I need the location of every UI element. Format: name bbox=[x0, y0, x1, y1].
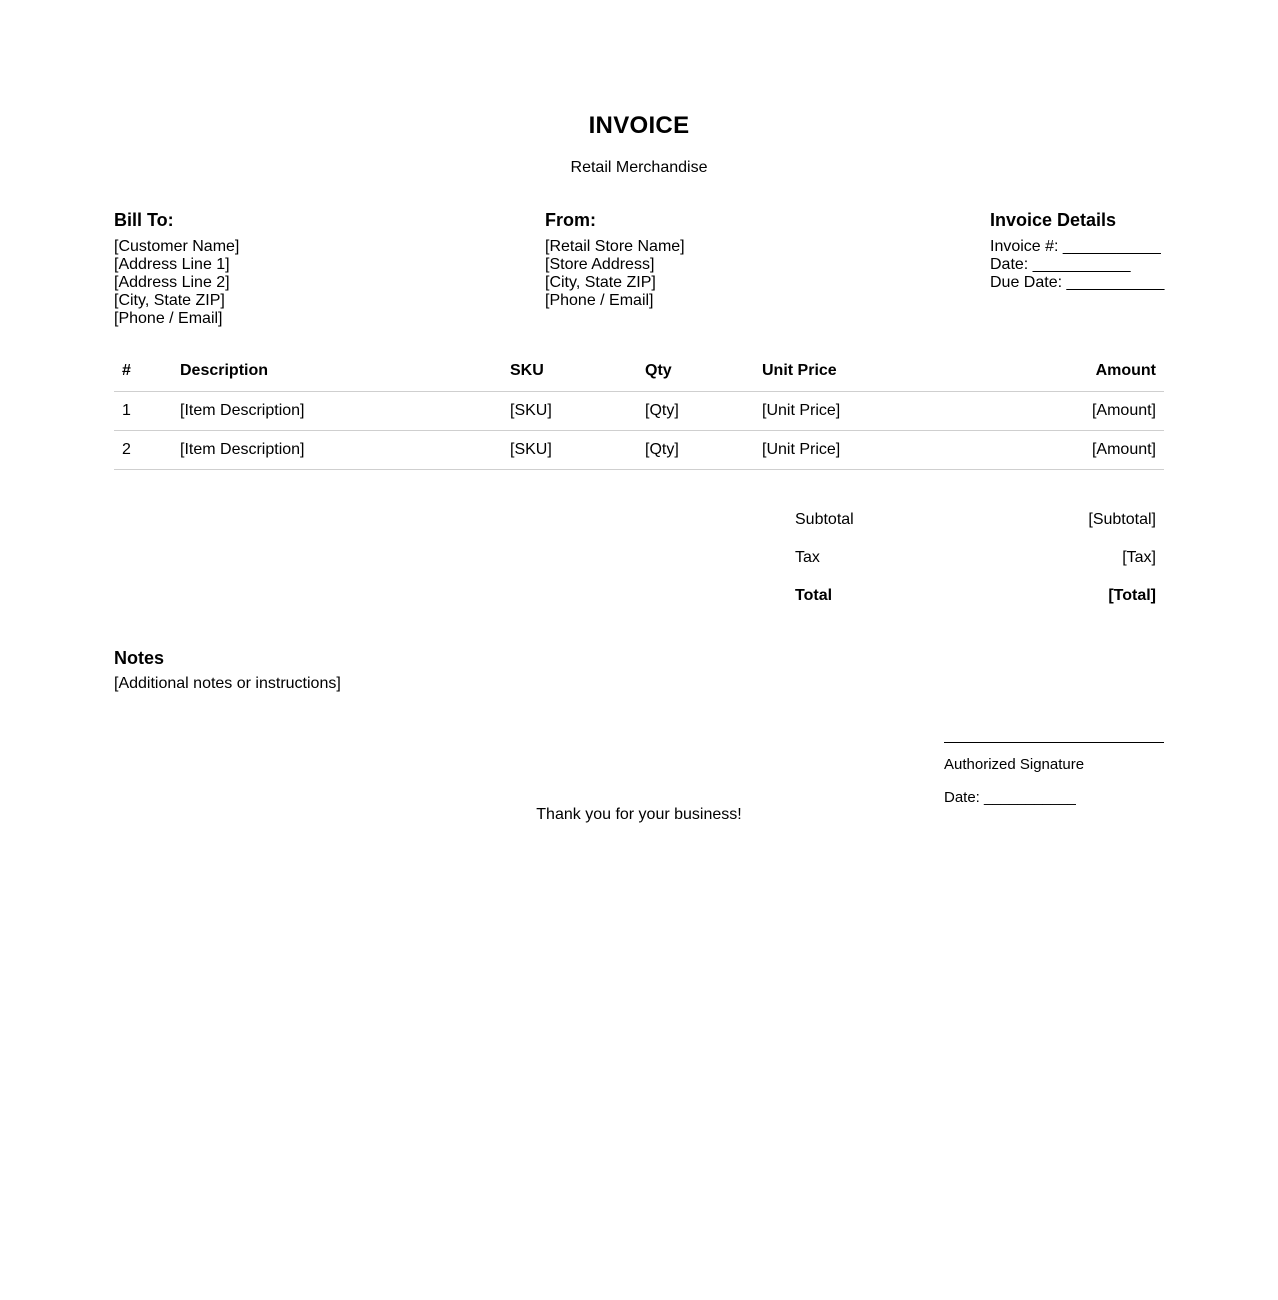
from-line: [Phone / Email] bbox=[545, 292, 654, 309]
invoice-details-section bbox=[990, 209, 1164, 292]
line-items-table bbox=[114, 352, 1164, 470]
from-section bbox=[545, 209, 685, 310]
cell-number: 1 bbox=[114, 391, 172, 430]
bill-to-section bbox=[114, 209, 239, 328]
invoice-date-field: Date: ___________ bbox=[990, 256, 1131, 273]
bill-to-line: [Address Line 1] bbox=[114, 256, 230, 273]
bill-to-line: [City, State ZIP] bbox=[114, 292, 225, 309]
cell-amount: [Amount] bbox=[934, 430, 1164, 469]
due-date-field: Due Date: ___________ bbox=[990, 274, 1165, 291]
notes-text: [Additional notes or instructions] bbox=[114, 675, 341, 692]
invoice-subtitle: Retail Merchandise bbox=[570, 159, 708, 176]
cell-number: 2 bbox=[114, 430, 172, 469]
cell-sku: [SKU] bbox=[502, 391, 637, 430]
notes-heading: Notes bbox=[114, 648, 165, 668]
cell-unit-price: [Unit Price] bbox=[754, 391, 934, 430]
table-row bbox=[114, 430, 1164, 469]
bill-to-line: [Phone / Email] bbox=[114, 310, 223, 327]
bill-to-line: [Customer Name] bbox=[114, 238, 240, 255]
thank-you-message: Thank you for your business! bbox=[536, 806, 742, 823]
total-label: Total bbox=[795, 587, 833, 604]
cell-description: [Item Description] bbox=[172, 391, 502, 430]
bill-to-heading: Bill To: bbox=[114, 210, 174, 230]
column-header-unit-price: Unit Price bbox=[754, 352, 934, 391]
cell-qty: [Qty] bbox=[637, 430, 754, 469]
total-value: [Total] bbox=[1108, 587, 1156, 604]
bill-to-line: [Address Line 2] bbox=[114, 274, 230, 291]
tax-row bbox=[787, 539, 1164, 577]
cell-amount: [Amount] bbox=[934, 391, 1164, 430]
from-line: [City, State ZIP] bbox=[545, 274, 656, 291]
invoice-number-field: Invoice #: ___________ bbox=[990, 238, 1161, 255]
tax-value: [Tax] bbox=[1122, 549, 1156, 566]
total-row bbox=[787, 577, 1164, 615]
column-header-number: # bbox=[114, 352, 172, 391]
column-header-sku: SKU bbox=[502, 352, 637, 391]
cell-unit-price: [Unit Price] bbox=[754, 430, 934, 469]
totals-table bbox=[787, 501, 1164, 615]
subtotal-value: [Subtotal] bbox=[1088, 511, 1156, 528]
column-header-qty: Qty bbox=[637, 352, 754, 391]
cell-sku: [SKU] bbox=[502, 430, 637, 469]
subtotal-label: Subtotal bbox=[795, 511, 854, 528]
tax-label: Tax bbox=[795, 549, 820, 566]
subtotal-row bbox=[787, 501, 1164, 539]
table-row bbox=[114, 391, 1164, 430]
cell-qty: [Qty] bbox=[637, 391, 754, 430]
signature-date: Date: ___________ bbox=[944, 789, 1076, 806]
notes-section bbox=[114, 647, 341, 693]
invoice-details-heading: Invoice Details bbox=[990, 210, 1117, 230]
column-header-amount: Amount bbox=[934, 352, 1164, 391]
from-line: [Store Address] bbox=[545, 256, 655, 273]
table-header-row bbox=[114, 352, 1164, 391]
from-line: [Retail Store Name] bbox=[545, 238, 685, 255]
signature-label: Authorized Signature bbox=[944, 756, 1085, 773]
column-header-description: Description bbox=[172, 352, 502, 391]
invoice-title: INVOICE bbox=[588, 112, 690, 139]
cell-description: [Item Description] bbox=[172, 430, 502, 469]
signature-line bbox=[944, 742, 1164, 743]
from-heading: From: bbox=[545, 210, 596, 230]
